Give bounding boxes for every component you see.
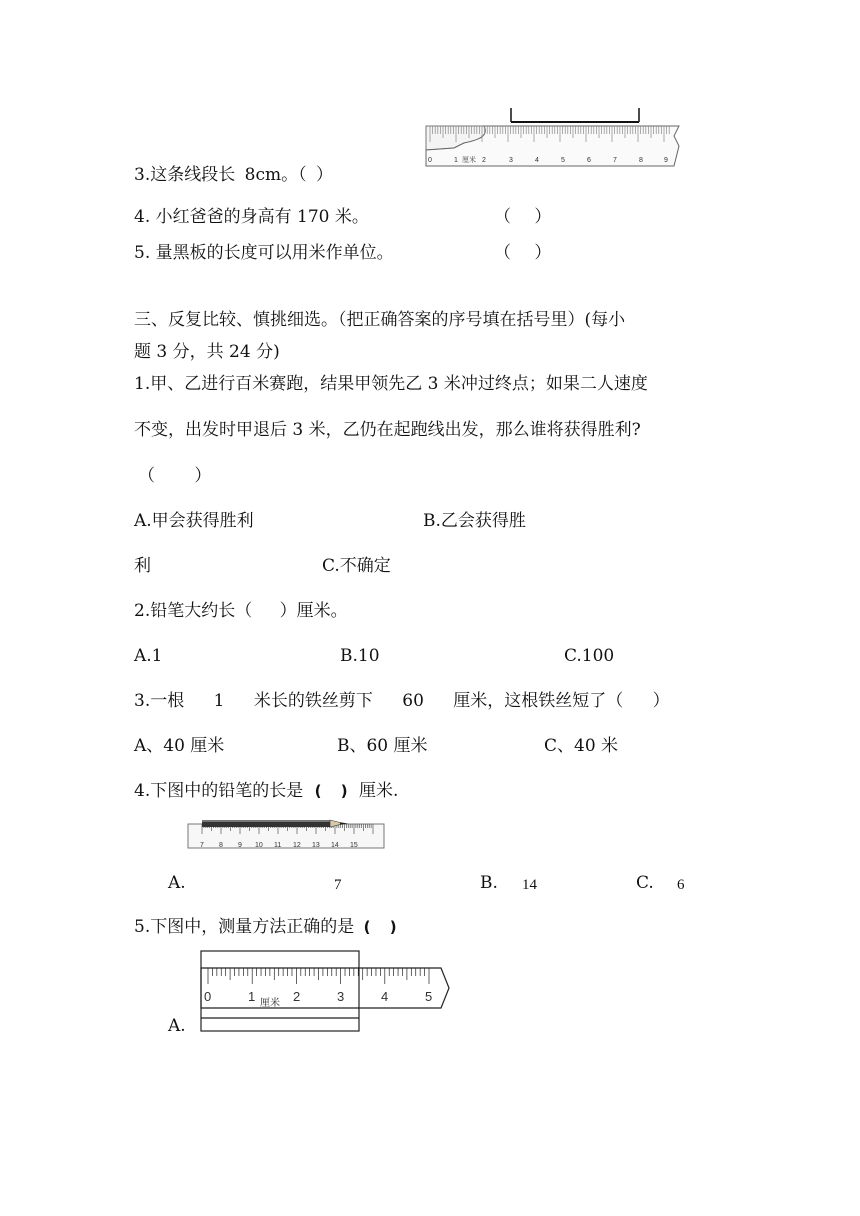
q4-ruler-label-11: 11: [274, 842, 282, 849]
q1-option-c[interactable]: C.不确定: [322, 556, 391, 576]
q2-option-c[interactable]: C.100: [564, 646, 615, 666]
q5-ruler-label-0: 0: [204, 989, 212, 1004]
q4-ruler-label-10: 10: [255, 842, 263, 849]
q1-line1: 1.甲、乙进行百米赛跑，结果甲领先乙 3 米冲过终点；如果二人速度: [134, 374, 648, 394]
ruler1-label-3: 3: [509, 157, 513, 164]
q5-answer-paren[interactable]: ( ): [363, 918, 397, 936]
q5-ruler-unit: 厘米: [260, 998, 280, 1009]
q4-stem-post: 厘米.: [358, 781, 399, 801]
q4-option-c[interactable]: C.: [636, 873, 654, 893]
ruler1-label-6: 6: [587, 157, 591, 164]
judge-q5-paren[interactable]: （ ）: [494, 243, 552, 263]
pencil-ruler-figure: [188, 818, 388, 852]
q4-option-a-value[interactable]: 7: [334, 877, 342, 893]
q5-ruler-label-4: 4: [381, 989, 389, 1004]
q5-ruler-label-1: 1: [248, 989, 256, 1004]
q5-stem-pre: 5.下图中，测量方法正确的是: [134, 917, 355, 937]
ruler1-label-9: 9: [664, 157, 668, 164]
ruler1-label-0: 0: [428, 157, 432, 164]
ruler1-label-8: 8: [639, 157, 643, 164]
q2-option-b[interactable]: B.10: [340, 646, 380, 666]
ruler-figure-segment: [424, 108, 680, 168]
q4-ruler-label-15: 15: [350, 842, 358, 849]
q2-stem: 2.铅笔大约长（ ）厘米。: [134, 601, 348, 621]
q3-option-c[interactable]: C、40 米: [544, 736, 619, 756]
judge-q4-paren[interactable]: （ ）: [494, 207, 552, 227]
q4-ruler-label-14: 14: [331, 842, 339, 849]
judge-q4: 4. 小红爸爸的身高有 170 米。: [134, 207, 369, 227]
ruler1-unit: 厘米: [462, 156, 476, 164]
q1-option-a[interactable]: A.甲会获得胜利: [134, 511, 254, 531]
q1-option-b[interactable]: B.乙会获得胜: [423, 511, 526, 531]
q4-option-b-value[interactable]: 14: [522, 877, 537, 893]
q5-ruler-label-2: 2: [293, 989, 301, 1004]
judge-q3: 3.这条线段长 8cm。（ ）: [134, 165, 333, 185]
q1-option-b-cont: 利: [134, 556, 151, 576]
ruler1-label-1: 1: [454, 157, 458, 164]
q3-option-b[interactable]: B、60 厘米: [337, 736, 428, 756]
q2-option-a[interactable]: A.1: [134, 646, 163, 666]
q3-option-a[interactable]: A、40 厘米: [134, 736, 225, 756]
q5-ruler-label-3: 3: [337, 989, 345, 1004]
q1-line2: 不变，出发时甲退后 3 米，乙仍在起跑线出发，那么谁将获得胜利?: [134, 420, 641, 440]
q4-option-a[interactable]: A.: [168, 873, 186, 893]
q4-ruler-label-12: 12: [293, 842, 301, 849]
q4-ruler-label-13: 13: [312, 842, 320, 849]
measure-figure-a: [198, 950, 458, 1032]
q1-answer-paren[interactable]: （ ）: [138, 466, 212, 486]
q4-option-b[interactable]: B.: [480, 873, 498, 893]
ruler1-label-4: 4: [535, 157, 539, 164]
section3-title-line1: 三、反复比较、慎挑细选。（把正确答案的序号填在括号里）(每小: [134, 310, 626, 330]
q4-ruler-label-8: 8: [219, 842, 223, 849]
judge-q5: 5. 量黑板的长度可以用米作单位。: [134, 243, 394, 263]
ruler1-label-7: 7: [613, 157, 617, 164]
q4-option-c-value[interactable]: 6: [677, 877, 685, 893]
q5-ruler-label-5: 5: [425, 989, 433, 1004]
ruler1-label-2: 2: [482, 157, 486, 164]
q4-answer-paren[interactable]: ( ): [314, 782, 348, 800]
q4-ruler-label-7: 7: [200, 842, 204, 849]
q4-ruler-label-9: 9: [238, 842, 242, 849]
q4-stem-pre: 4.下图中的铅笔的长是: [134, 781, 304, 801]
ruler1-label-5: 5: [561, 157, 565, 164]
section3-title-line2: 题 3 分，共 24 分): [134, 342, 280, 362]
q5-option-a[interactable]: A.: [168, 1016, 186, 1036]
q3-stem: 3.一根 1 米长的铁丝剪下 60 厘米，这根铁丝短了（ ）: [134, 691, 670, 711]
q5-stem: [134, 916, 397, 938]
q4-stem: [134, 780, 398, 802]
